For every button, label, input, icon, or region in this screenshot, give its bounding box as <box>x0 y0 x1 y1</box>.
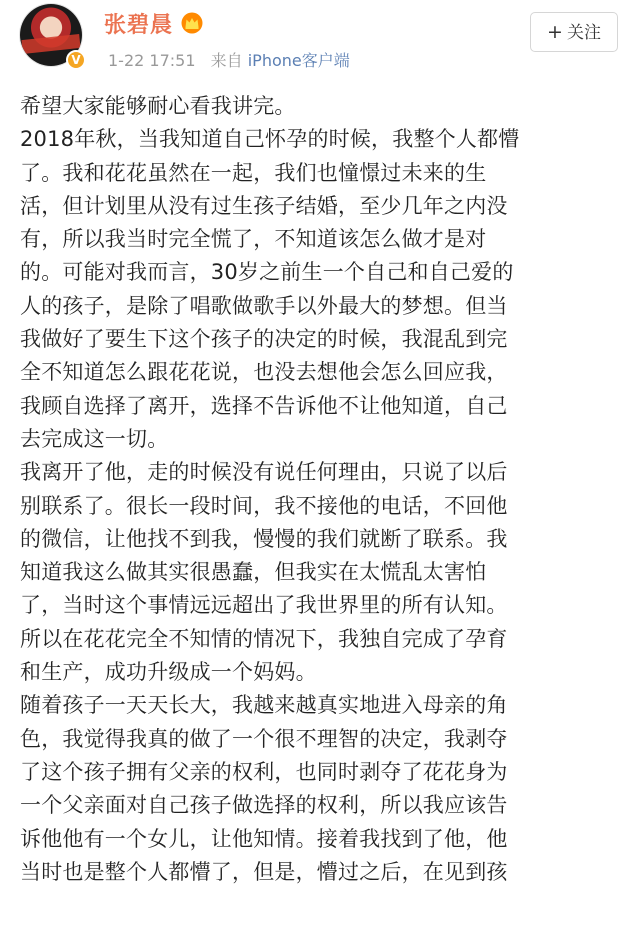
source-link[interactable]: iPhone客户端 <box>247 51 350 70</box>
post-text-line: 活，但计划里从没有过生孩子结婚，至少几年之内没 <box>20 193 508 218</box>
post-text-line: 人的孩子，是除了唱歌做歌手以外最大的梦想。但当 <box>20 293 508 318</box>
post-text-line: 随着孩子一天天长大，我越来越真实地进入母亲的角 <box>20 693 508 718</box>
username[interactable]: 张碧晨 <box>104 13 174 38</box>
crown-icon <box>180 12 204 34</box>
post-text <box>20 90 624 889</box>
follow-button[interactable] <box>530 12 618 52</box>
plus-icon: + <box>547 21 563 43</box>
post-text-line: 我做好了要生下这个孩子的决定的时候，我混乱到完 <box>20 327 508 352</box>
verified-badge: V <box>66 50 86 70</box>
post-text-line: 去完成这一切。 <box>20 426 169 451</box>
post-text-line: 别联系了。很长一段时间，我不接他的电话，不回他 <box>20 493 508 518</box>
post-meta <box>108 48 350 71</box>
post-text-line: 我顾自选择了离开，选择不告诉他不让他知道，自己 <box>20 393 508 418</box>
post-text-line: 了这个孩子拥有父亲的权利，也同时剥夺了花花身为 <box>20 759 508 784</box>
post-time: 1-22 17:51 <box>108 51 196 70</box>
post-text-line: 当时也是整个人都懵了，但是，懵过之后，在见到孩 <box>20 859 508 884</box>
post-text-line: 和生产，成功升级成一个妈妈。 <box>20 660 317 685</box>
post-text-line: 知道我这么做其实很愚蠢，但我实在太慌乱太害怕 <box>20 560 487 585</box>
post-text-line: 的微信，让他找不到我，慢慢的我们就断了联系。我 <box>20 526 508 551</box>
post-text-line: 一个父亲面对自己孩子做选择的权利，所以我应该告 <box>20 793 508 818</box>
post-text-line: 有，所以我当时完全慌了，不知道该怎么做才是对 <box>20 227 487 252</box>
post-text-line: 了，当时这个事情远远超出了我世界里的所有认知。 <box>20 593 508 618</box>
post-text-line: 的。可能对我而言，30岁之前生一个自己和自己爱的 <box>20 260 514 285</box>
source-prefix: 来自 <box>210 51 243 70</box>
post-text-line: 希望大家能够耐心看我讲完。 <box>20 94 296 118</box>
post-header <box>0 0 640 86</box>
follow-label: 关注 <box>566 23 601 43</box>
post-text-line: 2018年秋，当我知道自己怀孕的时候，我整个人都懵 <box>20 127 520 152</box>
post-text-line: 诉他他有一个女儿，让他知情。接着我找到了他，他 <box>20 826 508 851</box>
post-text-line: 色，我觉得我真的做了一个很不理智的决定，我剥夺 <box>20 726 508 751</box>
post-text-line: 我离开了他，走的时候没有说任何理由，只说了以后 <box>20 460 508 485</box>
post-text-line: 全不知道怎么跟花花说，也没去想他会怎么回应我， <box>20 360 508 385</box>
post-text-line: 了。我和花花虽然在一起，我们也憧憬过未来的生 <box>20 160 487 185</box>
post-text-line: 所以在花花完全不知情的情况下，我独自完成了孕育 <box>20 626 508 651</box>
